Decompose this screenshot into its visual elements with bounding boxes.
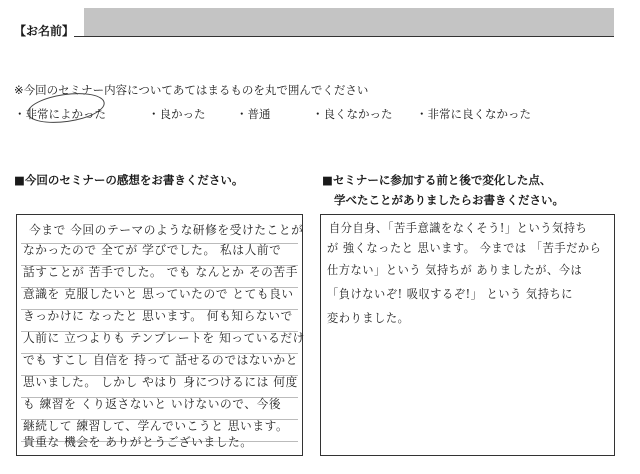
left-handwritten-line: 貴重な 機会を ありがとうございました。 [23,435,253,449]
left-handwritten-line: でも すこし 自信を 持って 話せるのではないかと [23,353,298,367]
left-handwritten-line: も 練習を くり返さないと いけないので、今後 [23,397,282,411]
option-very-good[interactable]: ・非常によかった [14,107,106,121]
right-section-title-line2: 学べたことがありましたらお書きください。 [334,193,564,207]
left-handwritten-line: 意識を 克服したいと 思っていたので とても良い [23,287,294,301]
left-handwritten-line: 今まで 今回のテーマのような研修を受けたことが [29,223,304,237]
left-handwritten-line: なかったので 全てが 学びでした。 私は人前で [23,243,282,257]
option-average[interactable]: ・普通 [236,107,271,121]
left-handwritten-line: 継続して 練習して、学んでいこうと 思います。 [23,419,289,433]
left-handwritten-line: 人前に 立つよりも テンプレートを 知っているだけ [23,331,305,345]
left-section-title: ■今回のセミナーの感想をお書きください。 [14,173,244,187]
left-answer-box[interactable] [16,214,303,456]
right-handwritten-line: 変わりました。 [327,311,410,325]
name-label: 【お名前】 [14,24,75,38]
right-handwritten-line: 自分自身、「苦手意識をなくそう!」という気持ち [329,221,588,235]
option-not-good[interactable]: ・良くなかった [312,107,393,121]
right-answer-box[interactable] [320,214,615,456]
right-handwritten-line: が 強くなったと 思います。 今までは 「苦手だから [327,241,602,255]
name-redaction-block [84,8,614,36]
option-good[interactable]: ・良かった [148,107,206,121]
left-handwritten-line: きっかけに なったと 思います。 何も知らないで [23,309,293,323]
left-handwritten-line: 話すことが 苦手でした。 でも なんとか その苦手 [23,265,298,279]
name-underline [74,36,614,37]
right-section-title-line1: ■セミナーに参加する前と後で変化した点、 [322,173,552,187]
survey-question: ※今回のセミナー内容についてあてはまるものを丸で囲んでください [14,83,369,97]
right-handwritten-line: 「負けないぞ! 吸収するぞ!」 という 気持ちに [327,287,573,301]
left-handwritten-line: 思いました。 しかし やはり 身につけるには 何度 [23,375,298,389]
right-handwritten-line: 仕方ない」という 気持ちが ありましたが、今は [327,263,583,277]
option-very-bad[interactable]: ・非常に良くなかった [416,107,531,121]
